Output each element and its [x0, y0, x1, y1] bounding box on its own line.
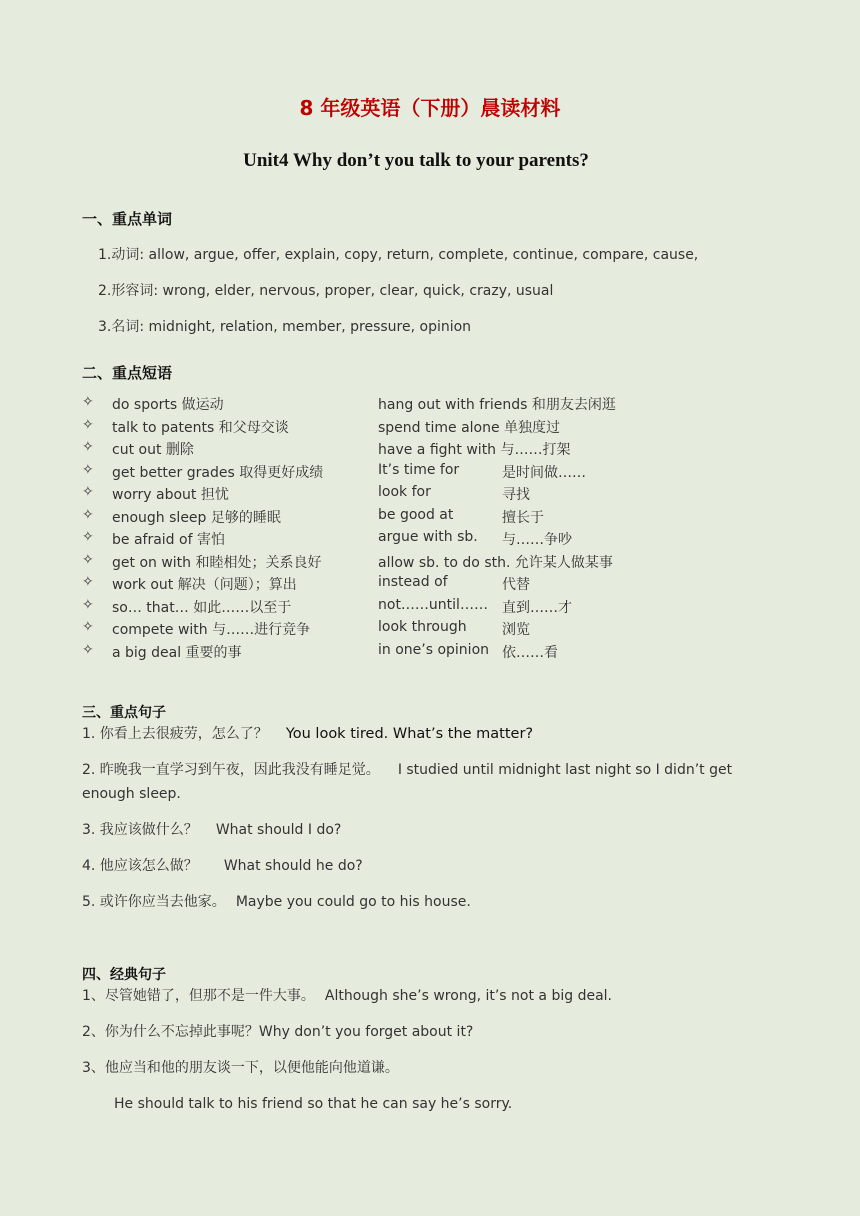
phrase-left: a big deal 重要的事	[112, 644, 242, 661]
key-sentence-4-en: What should he do?	[223, 858, 363, 874]
diamond-bullet-icon: ✧	[82, 506, 94, 523]
phrase-left: do sports 做运动	[112, 397, 224, 413]
phrase-left: get better grades 取得更好成绩	[112, 464, 324, 481]
unit-title: Unit4 Why don’t you talk to your parents?	[243, 150, 589, 171]
key-sentence-5-cn: 5. 或许你应当去他家。	[82, 894, 226, 910]
words-adjectives: 2.形容词: wrong, elder, nervous, proper, clear, quick, crazy, usual	[98, 283, 554, 299]
classic-sentence-2-en: Why don’t you forget about it?	[258, 1024, 474, 1040]
section-heading-classic-sentences: 四、经典句子	[82, 967, 166, 983]
phrase-row	[82, 439, 782, 461]
page-title: 8 年级英语（下册）晨读材料	[299, 96, 561, 120]
phrase-right: not……until……	[378, 596, 488, 613]
phrase-row	[82, 642, 782, 664]
words-verbs: 1.动词: allow, argue, offer, explain, copy, return, complete, continue, compare, cause,	[98, 247, 699, 263]
classic-sentence-2-cn: 2、你为什么不忘掉此事呢？	[82, 1024, 259, 1040]
phrase-right: instead of	[378, 574, 448, 590]
phrase-right: have a fight with 与……打架	[378, 442, 571, 458]
phrase-row	[82, 462, 782, 484]
phrase-right-meaning: 寻找	[502, 487, 530, 503]
phrase-right: allow sb. to do sth. 允许某人做某事	[378, 554, 613, 571]
phrase-left: get on with 和睦相处；关系良好	[112, 554, 322, 571]
phrase-left: be afraid of 害怕	[112, 532, 225, 548]
section-heading-phrases: 二、重点短语	[82, 364, 173, 382]
words-nouns: 3.名词: midnight, relation, member, pressure, opinion	[98, 319, 472, 335]
phrase-left: worry about 担忧	[112, 487, 229, 503]
diamond-bullet-icon: ✧	[82, 619, 94, 635]
phrase-row	[82, 417, 782, 439]
phrase-right-meaning: 直到……才	[502, 599, 572, 616]
diamond-bullet-icon: ✧	[82, 641, 94, 658]
phrase-right: be good at	[378, 506, 454, 523]
key-sentence-3-en: What should I do?	[215, 822, 342, 838]
key-sentence-2-en: I studied until midnight last night so I didn’t get enough sleep.	[82, 762, 733, 802]
phrase-row	[82, 394, 782, 416]
key-sentence-2	[82, 758, 772, 806]
phrase-row	[82, 552, 782, 574]
phrase-right: look through	[378, 619, 467, 635]
key-sentence-3	[82, 818, 772, 842]
phrase-right: look for	[378, 484, 431, 500]
diamond-bullet-icon: ✧	[82, 439, 94, 455]
phrase-right: in one’s opinion	[378, 641, 490, 658]
phrase-row	[82, 619, 782, 641]
classic-sentence-2	[82, 1020, 772, 1044]
diamond-bullet-icon: ✧	[82, 484, 94, 500]
phrase-right: It’s time for	[378, 461, 460, 478]
diamond-bullet-icon: ✧	[82, 596, 94, 613]
diamond-bullet-icon: ✧	[82, 574, 94, 590]
phrase-left: enough sleep 足够的睡眠	[112, 509, 281, 526]
phrase-row	[82, 529, 782, 551]
phrase-right-meaning: 浏览	[502, 622, 530, 638]
phrase-left: work out 解决（问题）；算出	[112, 577, 297, 593]
phrase-row	[82, 484, 782, 506]
key-sentence-1-cn: 1. 你看上去很疲劳，怎么了？	[82, 726, 268, 742]
diamond-bullet-icon: ✧	[82, 461, 94, 478]
phrase-row	[82, 597, 782, 619]
phrase-right-meaning: 代替	[502, 577, 530, 593]
classic-sentence-1-cn: 1、尽管她错了，但那不是一件大事。	[82, 988, 315, 1004]
classic-sentence-3-en: He should talk to his friend so that he can say he’s sorry.	[114, 1096, 513, 1112]
phrase-left: cut out 删除	[112, 442, 194, 458]
phrase-row	[82, 574, 782, 596]
key-sentence-5-en: Maybe you could go to his house.	[235, 894, 471, 910]
phrase-right: argue with sb.	[378, 529, 478, 545]
phrase-row	[82, 507, 782, 529]
key-sentence-3-cn: 3. 我应该做什么？	[82, 822, 198, 838]
diamond-bullet-icon: ✧	[82, 416, 94, 433]
key-sentence-4	[82, 854, 772, 878]
key-sentence-2-cn: 2. 昨晚我一直学习到午夜，因此我没有睡足觉。	[82, 762, 380, 778]
classic-sentence-1	[82, 984, 772, 1008]
key-sentence-1-en: You look tired. What’s the matter?	[285, 726, 534, 742]
classic-sentence-1-en: Although she’s wrong, it’s not a big deal.	[324, 988, 612, 1004]
classic-sentence-3-cn: 3、他应当和他的朋友谈一下，以便他能向他道谦。	[82, 1060, 399, 1076]
diamond-bullet-icon: ✧	[82, 394, 94, 410]
phrase-left: talk to patents 和父母交谈	[112, 419, 289, 436]
key-sentence-4-cn: 4. 他应该怎么做？	[82, 858, 198, 874]
diamond-bullet-icon: ✧	[82, 551, 94, 568]
phrase-right-meaning: 与……争吵	[502, 532, 572, 548]
phrase-left: compete with 与……进行竞争	[112, 622, 311, 638]
diamond-bullet-icon: ✧	[82, 529, 94, 545]
phrase-left: so… that… 如此……以至于	[112, 599, 292, 616]
phrase-right-meaning: 依……看	[502, 644, 558, 661]
phrase-right: spend time alone 单独度过	[378, 419, 561, 436]
phrase-right: hang out with friends 和朋友去闲逛	[378, 397, 616, 413]
phrase-right-meaning: 擅长于	[502, 509, 544, 526]
phrase-right-meaning: 是时间做……	[502, 464, 586, 481]
section-heading-words: 一、重点单词	[82, 210, 173, 228]
key-sentence-1	[82, 722, 772, 746]
section-heading-key-sentences: 三、重点句子	[82, 705, 166, 721]
key-sentence-5	[82, 890, 772, 914]
